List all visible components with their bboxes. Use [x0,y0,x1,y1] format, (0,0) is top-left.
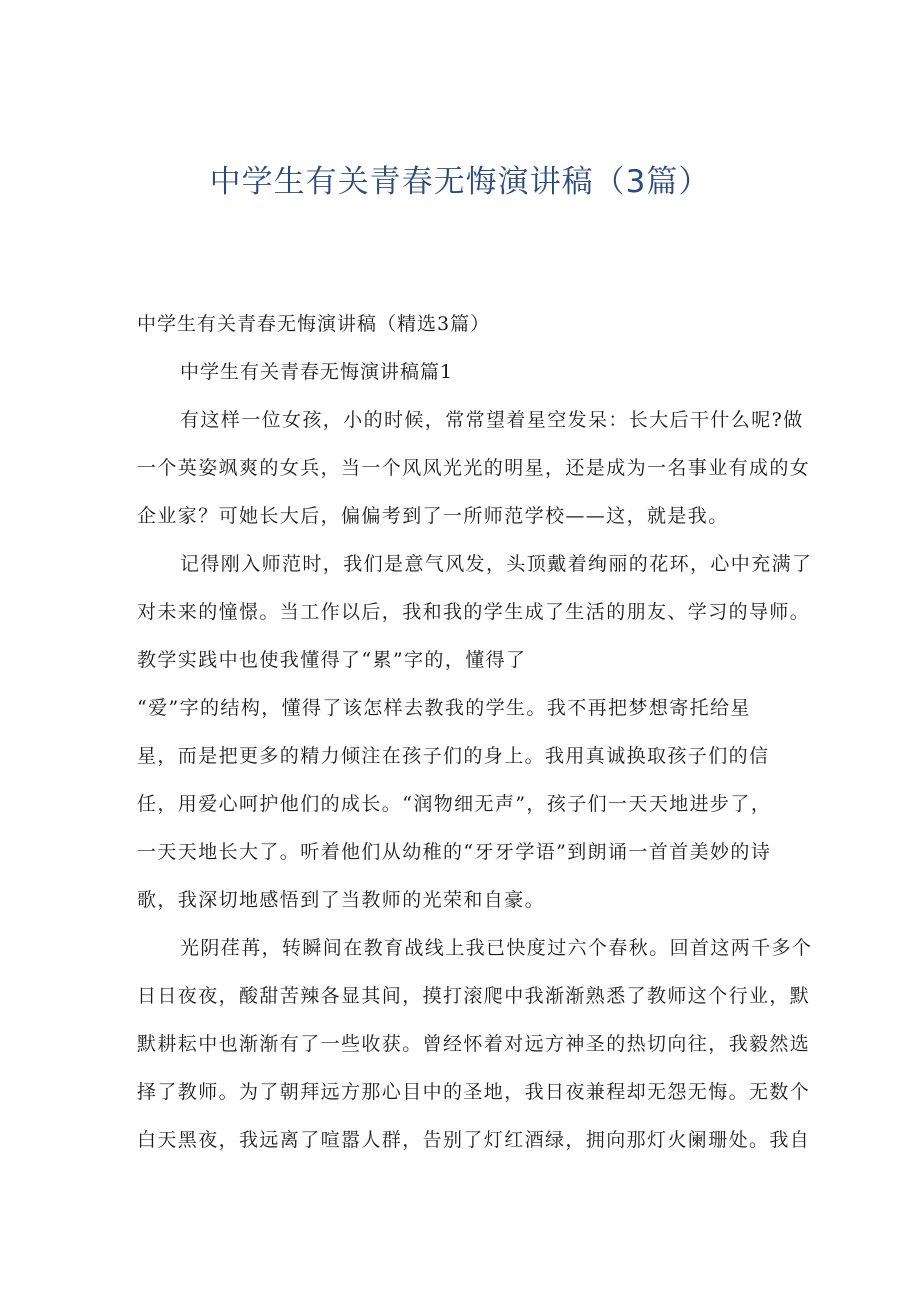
document-title: 中学生有关青春无悔演讲稿（3篇） [209,164,711,200]
body-line: 光阴荏苒，转瞬间在教育战线上我已快度过六个春秋。回首这两千多个 [180,937,813,959]
body-line: 企业家？可她长大后，偏偏考到了一所师范学校——这，就是我。 [137,505,729,527]
body-line: 对未来的憧憬。当工作以后，我和我的学生成了生活的朋友、学习的导师。 [137,601,811,623]
body-line: 教学实践中也使我懂得了“累”字的，懂得了 [137,649,527,671]
document-subtitle: 中学生有关青春无悔演讲稿（精选3篇） [137,313,491,335]
body-line: “爱”字的结构，懂得了该怎样去教我的学生。我不再把梦想寄托给星 [137,697,751,719]
body-line: 星，而是把更多的精力倾注在孩子们的身上。我用真诚换取孩子们的信 [137,745,770,767]
body-line: 择了教师。为了朝拜远方那心目中的圣地，我日夜兼程却无怨无悔。无数个 [137,1081,811,1103]
body-line: 任，用爱心呵护他们的成长。“润物细无声”，孩子们一天天地进步了， [137,793,772,815]
body-line: 日日夜夜，酸甜苦辣各显其间，摸打滚爬中我渐渐熟悉了教师这个行业，默 [137,985,811,1007]
body-line: 一天天地长大了。听着他们从幼稚的“牙牙学语”到朗诵一首首美妙的诗 [137,841,772,863]
body-line: 默耕耘中也渐渐有了一些收获。曾经怀着对远方神圣的热切向往，我毅然选 [137,1033,811,1055]
body-line: 有这样一位女孩，小的时候，常常望着星空发呆：长大后干什么呢?做 [180,409,804,431]
body-line: 白天黑夜，我远离了喧嚣人群，告别了灯红酒绿，拥向那灯火阑珊处。我自 [137,1129,811,1151]
body-line: 记得刚入师范时，我们是意气风发，头顶戴着绚丽的花环，心中充满了 [180,553,813,575]
body-line: 一个英姿飒爽的女兵，当一个风风光光的明星，还是成为一名事业有成的女 [137,457,811,479]
section-heading: 中学生有关青春无悔演讲稿篇1 [180,361,454,383]
body-line: 歌，我深切地感悟到了当教师的光荣和自豪。 [137,889,546,911]
